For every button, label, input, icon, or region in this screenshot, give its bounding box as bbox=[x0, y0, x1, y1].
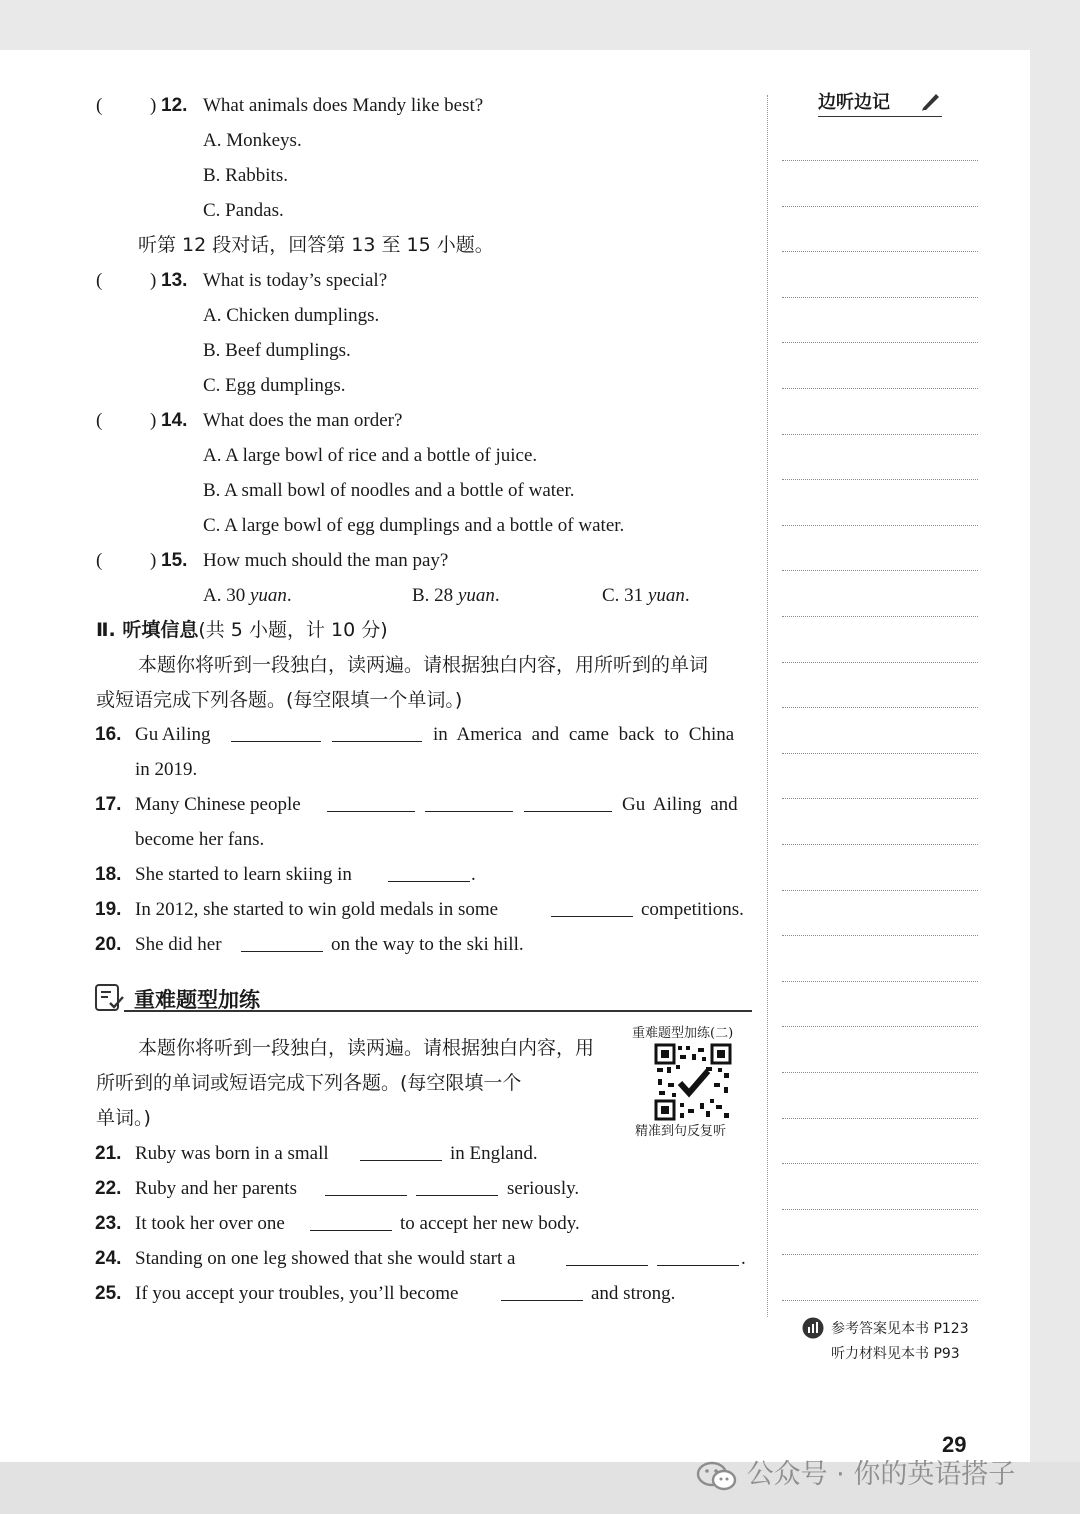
question-text: She started to learn skiing in bbox=[135, 864, 352, 885]
question-text: It took her over one bbox=[135, 1213, 285, 1234]
question-text: to accept her new body. bbox=[400, 1213, 580, 1234]
answer-blank[interactable] bbox=[360, 1142, 442, 1161]
answer-paren-open: ( bbox=[96, 550, 103, 571]
feature-instruction-line-1: 本题你将听到一段独白，读两遍。请根据独白内容，用 bbox=[138, 1037, 595, 1059]
watermark bbox=[696, 1452, 1015, 1492]
section-2-instruction-line-2: 或短语完成下列各题。(每空限填一个单词。) bbox=[96, 689, 463, 711]
note-line bbox=[782, 1209, 978, 1210]
answer-blank[interactable] bbox=[524, 793, 612, 812]
period: . bbox=[741, 1248, 746, 1269]
option-c: C. A large bowl of egg dumplings and a bottle of water. bbox=[203, 515, 625, 536]
answer-blank[interactable] bbox=[501, 1282, 583, 1301]
section-2-score: (共 5 小题，计 10 分) bbox=[198, 619, 388, 641]
period: . bbox=[286, 585, 292, 606]
note-line bbox=[782, 251, 978, 252]
note-line bbox=[782, 798, 978, 799]
page-number: 29 bbox=[942, 1432, 967, 1457]
question-number: 17. bbox=[95, 794, 122, 815]
question-text: Gu Ailing bbox=[135, 724, 211, 745]
question-text-continued: become her fans. bbox=[135, 829, 265, 850]
note-line bbox=[782, 707, 978, 708]
answer-blank[interactable] bbox=[551, 898, 633, 917]
note-line bbox=[782, 479, 978, 480]
note-line bbox=[782, 935, 978, 936]
audio-bars-icon bbox=[802, 1317, 824, 1339]
answer-paren-open: ( bbox=[96, 95, 103, 116]
listening-material-reference: 听力材料见本书 P93 bbox=[831, 1346, 960, 1362]
option-a: A. Chicken dumplings. bbox=[203, 305, 380, 326]
question-text: competitions. bbox=[641, 899, 744, 920]
question-number: 21. bbox=[95, 1143, 122, 1164]
note-line bbox=[782, 434, 978, 435]
question-text: in England. bbox=[450, 1143, 538, 1164]
question-number: 20. bbox=[95, 934, 122, 955]
question-number: 24. bbox=[95, 1248, 122, 1269]
option-a: A. A large bowl of rice and a bottle of juice. bbox=[203, 445, 538, 466]
unit-yuan: yuan bbox=[249, 585, 287, 606]
wechat-icon bbox=[696, 1460, 738, 1492]
note-line bbox=[782, 1163, 978, 1164]
notes-heading bbox=[818, 88, 942, 117]
answer-blank[interactable] bbox=[327, 793, 415, 812]
question-text: and strong. bbox=[591, 1283, 676, 1304]
answer-reference-text: 参考答案见本书 P123 bbox=[831, 1321, 969, 1337]
question-number: 22. bbox=[95, 1178, 122, 1199]
feature-instruction-line-3: 单词。) bbox=[96, 1107, 151, 1129]
period: . bbox=[471, 864, 476, 885]
option-b: B. Beef dumplings. bbox=[203, 340, 351, 361]
answer-blank[interactable] bbox=[325, 1177, 407, 1196]
answer-paren-close: ) bbox=[150, 410, 157, 431]
question-number: 15. bbox=[161, 550, 188, 571]
question-number: 25. bbox=[95, 1283, 122, 1304]
question-number: 19. bbox=[95, 899, 122, 920]
question-number: 12. bbox=[161, 95, 188, 116]
answer-blank[interactable] bbox=[231, 723, 321, 742]
question-text: Ruby and her parents bbox=[135, 1178, 297, 1199]
question-number: 23. bbox=[95, 1213, 122, 1234]
period: . bbox=[684, 585, 690, 606]
question-text: in America and came back to China bbox=[433, 724, 735, 745]
answer-blank[interactable] bbox=[416, 1177, 498, 1196]
answer-blank[interactable] bbox=[425, 793, 513, 812]
notes-title: 边听边记 bbox=[818, 92, 890, 113]
answer-blank[interactable] bbox=[657, 1247, 739, 1266]
answer-blank[interactable] bbox=[241, 933, 323, 952]
question-stem: What is today’s special? bbox=[203, 270, 388, 291]
note-line bbox=[782, 1026, 978, 1027]
note-line bbox=[782, 753, 978, 754]
question-text: on the way to the ski hill. bbox=[331, 934, 524, 955]
note-line bbox=[782, 1300, 978, 1301]
qr-caption-bottom: 精准到句反复听 bbox=[635, 1124, 727, 1139]
question-stem: How much should the man pay? bbox=[203, 550, 449, 571]
note-line bbox=[782, 297, 978, 298]
note-line bbox=[782, 1254, 978, 1255]
answer-paren-open: ( bbox=[96, 410, 103, 431]
option-a bbox=[203, 584, 292, 608]
question-text: If you accept your troubles, you’ll become bbox=[135, 1283, 459, 1304]
period: . bbox=[494, 585, 500, 606]
feature-header bbox=[94, 982, 754, 1012]
note-line bbox=[782, 1118, 978, 1119]
option-a: A. Monkeys. bbox=[203, 130, 302, 151]
question-number: 16. bbox=[95, 724, 122, 745]
note-line bbox=[782, 981, 978, 982]
note-line bbox=[782, 206, 978, 207]
note-line bbox=[782, 342, 978, 343]
note-line bbox=[782, 844, 978, 845]
answer-paren-close: ) bbox=[150, 550, 157, 571]
note-line bbox=[782, 616, 978, 617]
option-a-label: A. 30 bbox=[203, 585, 250, 606]
note-line bbox=[782, 890, 978, 891]
watermark-text: 公众号 · 你的英语搭子 bbox=[746, 1459, 1016, 1490]
answer-paren-open: ( bbox=[96, 270, 103, 291]
note-line bbox=[782, 662, 978, 663]
note-line bbox=[782, 388, 978, 389]
option-b-label: B. 28 bbox=[412, 585, 458, 606]
dialog-intro: 听第 12 段对话，回答第 13 至 15 小题。 bbox=[138, 234, 494, 256]
notepad-check-icon bbox=[94, 982, 126, 1014]
option-c bbox=[602, 584, 690, 608]
question-text: She did her bbox=[135, 934, 222, 955]
question-stem: What animals does Mandy like best? bbox=[203, 95, 484, 116]
section-2-title: Ⅱ. 听填信息 bbox=[96, 619, 199, 641]
answer-paren-close: ) bbox=[150, 270, 157, 291]
answer-reference bbox=[804, 1318, 969, 1338]
answer-paren-close: ) bbox=[150, 95, 157, 116]
section-2-heading bbox=[96, 618, 388, 642]
pencil-icon bbox=[920, 90, 942, 112]
note-line bbox=[782, 1072, 978, 1073]
question-text: Gu Ailing and bbox=[622, 794, 738, 815]
question-text-continued: in 2019. bbox=[135, 759, 198, 780]
question-text: Many Chinese people bbox=[135, 794, 301, 815]
feature-title: 重难题型加练 bbox=[134, 988, 260, 1012]
section-2-instruction-line-1: 本题你将听到一段独白，读两遍。请根据独白内容，用所听到的单词 bbox=[138, 654, 709, 676]
unit-yuan: yuan bbox=[647, 585, 685, 606]
question-text: seriously. bbox=[507, 1178, 580, 1199]
notes-divider bbox=[767, 95, 768, 1317]
question-text: Standing on one leg showed that she would start a bbox=[135, 1248, 516, 1269]
answer-blank[interactable] bbox=[388, 863, 470, 882]
option-c: C. Pandas. bbox=[203, 200, 284, 221]
unit-yuan: yuan bbox=[457, 585, 495, 606]
option-c-label: C. 31 bbox=[602, 585, 648, 606]
qr-code[interactable] bbox=[654, 1043, 732, 1121]
note-line bbox=[782, 160, 978, 161]
question-number: 14. bbox=[161, 410, 188, 431]
question-text: Ruby was born in a small bbox=[135, 1143, 329, 1164]
note-line bbox=[782, 570, 978, 571]
option-b: B. Rabbits. bbox=[203, 165, 288, 186]
answer-blank[interactable] bbox=[332, 723, 422, 742]
option-c: C. Egg dumplings. bbox=[203, 375, 346, 396]
question-number: 18. bbox=[95, 864, 122, 885]
option-b: B. A small bowl of noodles and a bottle of water. bbox=[203, 480, 575, 501]
feature-instruction-line-2: 所听到的单词或短语完成下列各题。(每空限填一个 bbox=[96, 1072, 522, 1094]
note-line bbox=[782, 525, 978, 526]
option-b bbox=[412, 584, 500, 608]
answer-blank[interactable] bbox=[310, 1212, 392, 1231]
answer-blank[interactable] bbox=[566, 1247, 648, 1266]
qr-caption-top: 重难题型加练(二) bbox=[632, 1026, 734, 1041]
question-text: In 2012, she started to win gold medals in some bbox=[135, 899, 499, 920]
question-stem: What does the man order? bbox=[203, 410, 403, 431]
question-number: 13. bbox=[161, 270, 188, 291]
